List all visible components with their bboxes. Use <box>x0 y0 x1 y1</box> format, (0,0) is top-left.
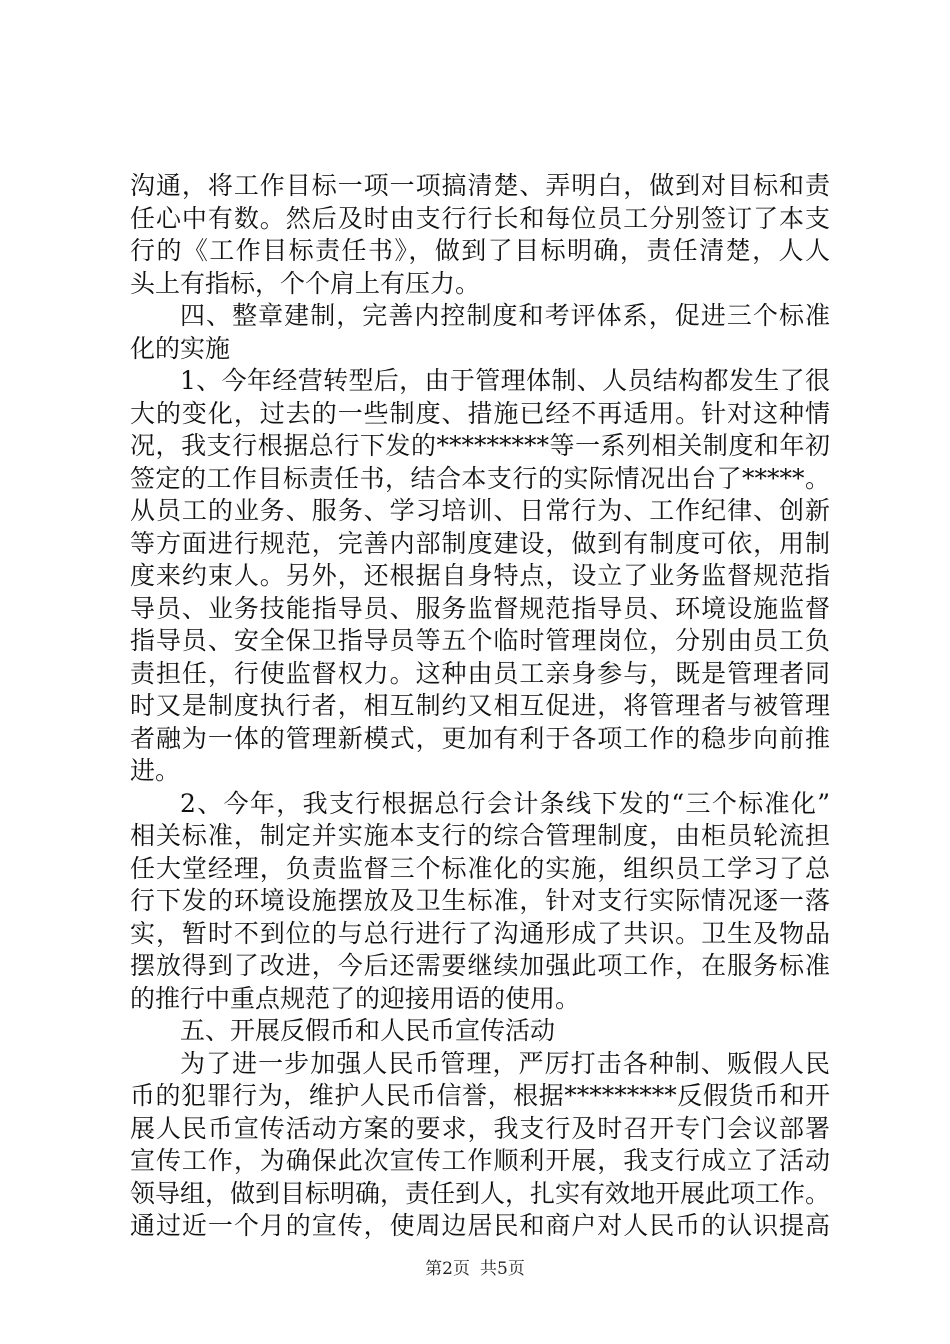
section-heading-line: 五、开展反假币和人民币宣传活动 <box>180 1016 556 1045</box>
page-footer <box>0 1257 950 1281</box>
text-line: 等方面进行规范，完善内部制度建设，做到有制度可依，用制 <box>130 528 830 558</box>
text-line: 时又是制度执行者，相互制约又相互促进，将管理者与被管理 <box>130 691 830 720</box>
document-body <box>130 170 830 1243</box>
text-line: 沟通，将工作目标一项一项搞清楚、弄明白，做到对目标和责 <box>130 171 830 200</box>
text-line: 指导员、安全保卫指导员等五个临时管理岗位，分别由员工负 <box>130 626 830 655</box>
text-line: 况，我支行根据总行下发的*********等一系列相关制度和年初 <box>130 431 830 460</box>
text-line: 导员、业务技能指导员、服务监督规范指导员、环境设施监督 <box>130 593 830 623</box>
text-line: 任心中有数。然后及时由支行行长和每位员工分别签订了本支 <box>130 203 830 233</box>
text-line: 签定的工作目标责任书，结合本支行的实际情况出台了*****。 <box>130 463 830 493</box>
text-line: 者融为一体的管理新模式，更加有利于各项工作的稳步向前推 <box>130 723 830 753</box>
text-line: 行下发的环境设施摆放及卫生标准，针对支行实际情况逐一落 <box>130 886 830 915</box>
text-line: 1、今年经营转型后，由于管理体制、人员结构都发生了很 <box>180 366 830 395</box>
text-line: 行的《工作目标责任书》，做到了目标明确，责任清楚，人人 <box>130 236 830 265</box>
text-line: 宣传工作，为确保此次宣传工作顺利开展，我支行成立了活动 <box>130 1146 830 1175</box>
section-heading-line: 四、整章建制，完善内控制度和考评体系，促进三个标准 <box>180 301 830 330</box>
text-line: 通过近一个月的宣传，使周边居民和商户对人民币的认识提高 <box>130 1211 830 1240</box>
text-line: 实，暂时不到位的与总行进行了沟通形成了共识。卫生及物品 <box>130 918 830 948</box>
text-line: 相关标准，制定并实施本支行的综合管理制度，由柜员轮流担 <box>130 821 830 850</box>
text-line: 从员工的业务、服务、学习培训、日常行为、工作纪律、创新 <box>130 496 830 525</box>
text-line: 的推行中重点规范了的迎接用语的使用。 <box>130 983 581 1013</box>
text-line: 进。 <box>130 756 181 785</box>
text-line: 大的变化，过去的一些制度、措施已经不再适用。针对这种情 <box>130 398 830 428</box>
text-line: 责担任，行使监督权力。这种由员工亲身参与，既是管理者同 <box>130 658 830 688</box>
text-line: 摆放得到了改进，今后还需要继续加强此项工作，在服务标准 <box>130 951 830 980</box>
text-line: 任大堂经理，负责监督三个标准化的实施，组织员工学习了总 <box>130 853 830 883</box>
page-total: 共5页 <box>480 1259 525 1279</box>
text-line: 度来约束人。另外，还根据自身特点，设立了业务监督规范指 <box>130 561 830 590</box>
page-number: 第2页 <box>425 1259 470 1279</box>
text-line: 展人民币宣传活动方案的要求，我支行及时召开专门会议部署 <box>130 1113 830 1143</box>
section-heading-line: 化的实施 <box>130 333 231 363</box>
text-line: 头上有指标，个个肩上有压力。 <box>130 268 481 298</box>
text-line: 领导组，做到目标明确，责任到人，扎实有效地开展此项工作。 <box>130 1178 830 1208</box>
text-line: 为了进一步加强人民币管理，严厉打击各种制、贩假人民 <box>180 1048 830 1078</box>
text-line: 币的犯罪行为，维护人民币信誉，根据*********反假货币和开 <box>130 1081 830 1110</box>
text-line: 2、今年，我支行根据总行会计条线下发的“三个标准化” <box>180 788 830 818</box>
